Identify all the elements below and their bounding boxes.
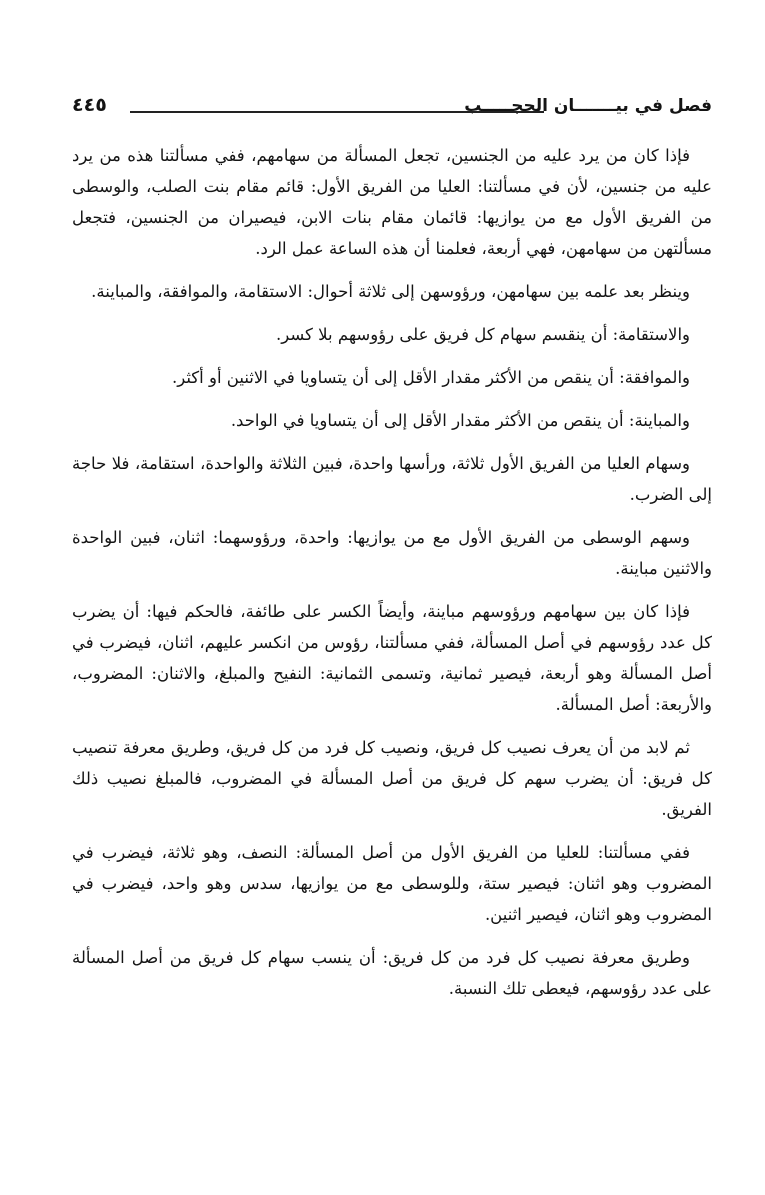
paragraph: والموافقة: أن ينقص من الأكثر مقدار الأقل إلى أن يتساويا في الاثنين أو أكثر. [171,368,690,387]
paragraph: ثم لابد من أن يعرف نصيب كل فريق، ونصيب كل فرد من كل فريق، وطريق معرفة تنصيب كل فريق: أن يضرب سهم كل فريق من أصل المسألة في المضروب، فالمبلغ نصيب ذلك الفريق. [72,738,712,819]
page-number: ٤٤٥ [72,94,107,116]
chapter-title: فصل في بيـــــــان الحجـــــب [464,96,712,116]
paragraph: فإذا كان من يرد عليه من الجنسين، تجعل المسألة من سهامهم، ففي مسألتنا هذه من يرد عليه من جنسين، لأن في مسألتنا: العليا من الفريق الأول: قائم مقام بنت الصلب، والوسطى من الفريق الأول مع من يوازيها: قائمان مقام بنات الابن، فيصيران من الجنسين، فتجعل مسألتهن من سهامهن، فهي أربعة، فعلمنا أن هذه الساعة عمل الرد. [72,146,712,258]
paragraph: والمباينة: أن ينقص من الأكثر مقدار الأقل إلى أن يتساويا في الواحد. [230,411,690,430]
body-text [72,140,712,1004]
paragraph: وينظر بعد علمه بين سهامهن، ورؤوسهن إلى ثلاثة أحوال: الاستقامة، والموافقة، والمباينة. [91,282,690,301]
header-rule [130,111,544,113]
paragraph: وطريق معرفة نصيب كل فرد من كل فريق: أن ينسب سهام كل فريق من أصل المسألة على عدد رؤوسهم، فيعطى تلك النسبة. [72,948,712,998]
paragraph: ففي مسألتنا: للعليا من الفريق الأول من أصل المسألة: النصف، وهو ثلاثة، فيضرب في المضروب وهو اثنان: فيصير ستة، وللوسطى مع من يوازيها، سدس وهو واحد، فيضرب في المضروب وهو اثنان، فيصير اثنين. [72,843,712,924]
book-page [72,92,712,1016]
running-header [72,92,712,126]
paragraph: وسهم الوسطى من الفريق الأول مع من يوازيها: واحدة، ورؤوسهما: اثنان، فبين الواحدة والاثنين مباينة. [72,528,712,578]
paragraph: فإذا كان بين سهامهم ورؤوسهم مباينة، وأيضاً الكسر على طائفة، فالحكم فيها: أن يضرب كل عدد رؤوسهم في أصل المسألة، ففي مسألتنا، رؤوس من انكسر عليهم، اثنان، فيضرب في أصل المسألة وهو أربعة، فيصير ثمانية، وتسمى الثمانية: النفيح والمبلغ، والاثنان: المضروب، والأربعة: أصل المسألة. [72,602,712,714]
paragraph: وسهام العليا من الفريق الأول ثلاثة، ورأسها واحدة، فبين الثلاثة والواحدة، استقامة، فلا حاجة إلى الضرب. [72,454,712,504]
paragraph: والاستقامة: أن ينقسم سهام كل فريق على رؤوسهم بلا كسر. [275,325,690,344]
